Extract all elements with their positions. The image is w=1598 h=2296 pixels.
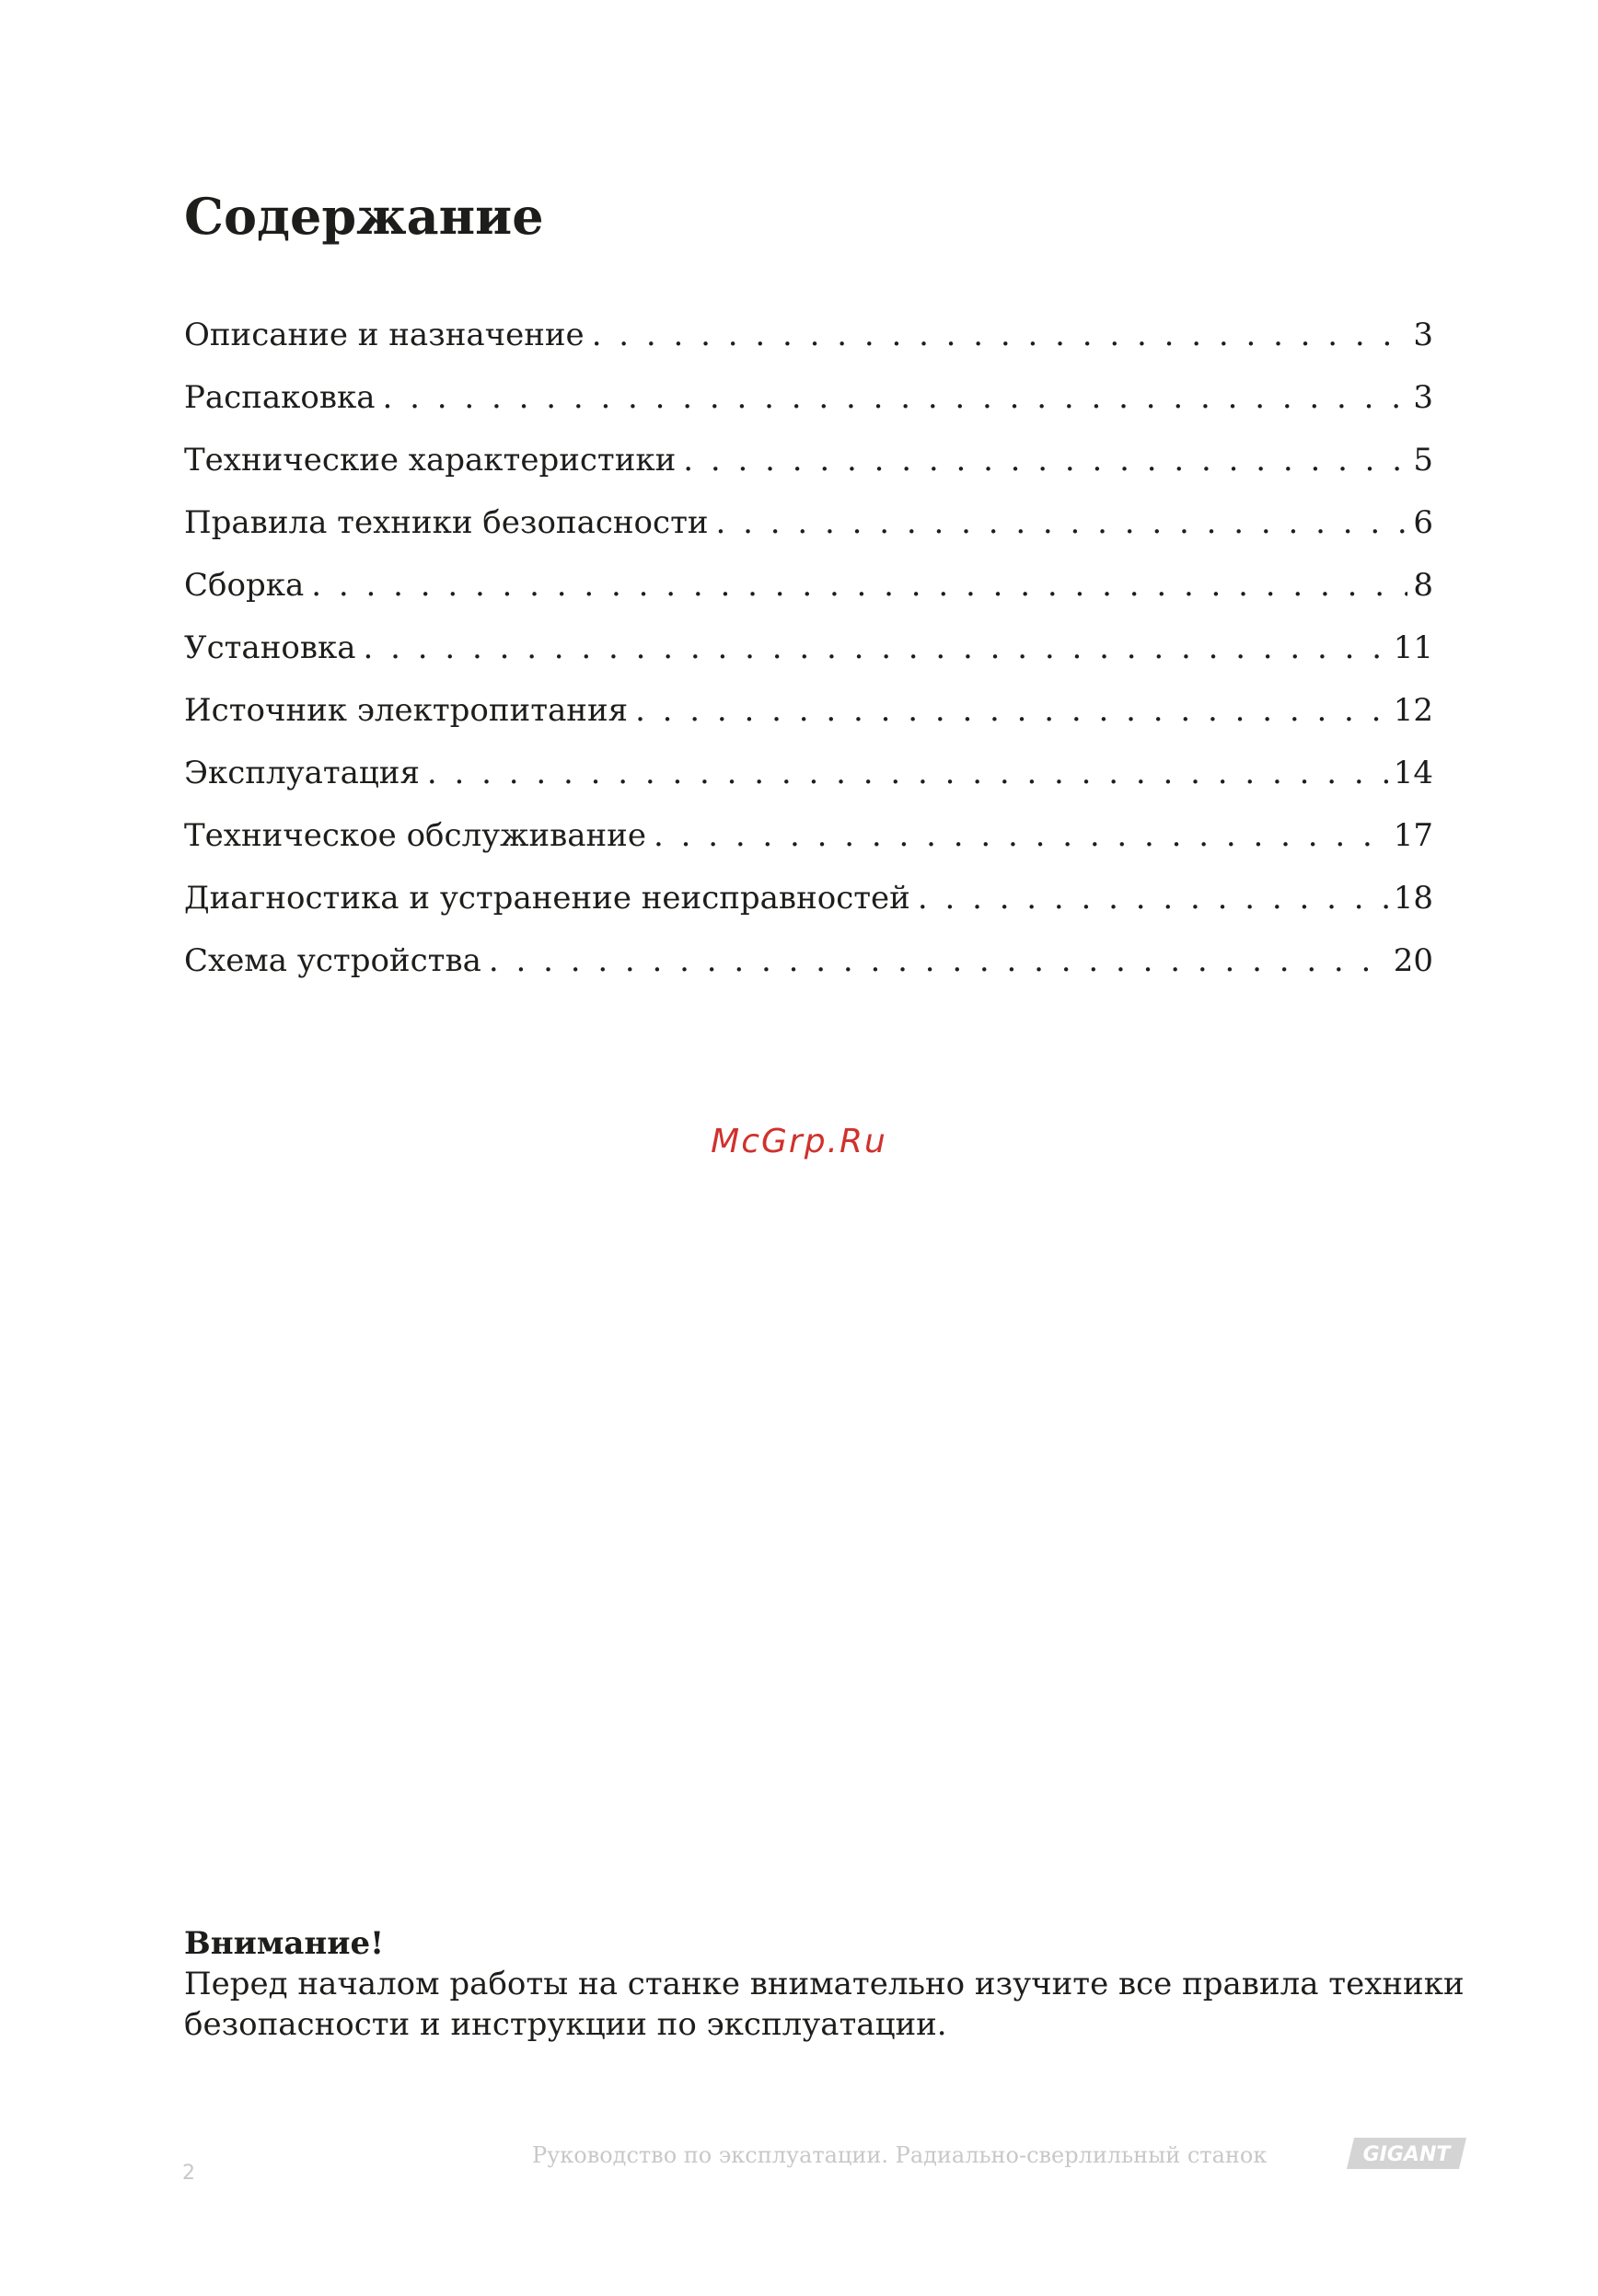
toc-entry-installation[interactable]	[184, 617, 1433, 679]
attention-message: Перед началом работы на станке внимательно изучите все правила техники безопасности и инструкции по эксплуатации.	[184, 1966, 1465, 2043]
toc-dot-leader	[489, 929, 1388, 992]
toc-entry-power-supply[interactable]	[184, 679, 1433, 742]
toc-entry-page: 3	[1413, 317, 1433, 353]
toc-entry-label: Схема устройства	[184, 942, 481, 979]
table-of-contents	[184, 304, 1433, 992]
watermark-text: McGrp.Ru	[711, 1123, 887, 1160]
brand-logo-text: GIGANT	[1362, 2143, 1451, 2166]
toc-dot-leader	[427, 742, 1388, 804]
toc-entry-label: Техническое обслуживание	[184, 817, 646, 854]
toc-entry-page: 8	[1413, 567, 1433, 604]
toc-dot-leader	[918, 867, 1388, 929]
toc-entry-unpacking[interactable]	[184, 366, 1433, 429]
toc-entry-safety-rules[interactable]	[184, 491, 1433, 554]
toc-entry-label: Установка	[184, 629, 356, 666]
toc-entry-page: 5	[1413, 442, 1433, 479]
toc-entry-page: 11	[1393, 629, 1433, 666]
footer-manual-title: Руководство по эксплуатации. Радиально-сверлильный станок	[532, 2142, 1268, 2168]
toc-entry-label: Источник электропитания	[184, 692, 629, 729]
toc-entry-label: Диагностика и устранение неисправностей	[184, 880, 910, 917]
toc-dot-leader	[716, 491, 1408, 554]
toc-entry-assembly[interactable]	[184, 554, 1433, 617]
toc-entry-label: Сборка	[184, 567, 305, 604]
toc-dot-leader	[383, 366, 1408, 429]
toc-entry-description[interactable]	[184, 304, 1433, 366]
toc-dot-leader	[635, 679, 1388, 742]
toc-entry-page: 6	[1413, 504, 1433, 541]
toc-entry-page: 14	[1393, 755, 1433, 791]
toc-entry-troubleshooting[interactable]	[184, 867, 1433, 929]
toc-entry-maintenance[interactable]	[184, 804, 1433, 867]
page-title: Содержание	[184, 187, 544, 246]
toc-entry-device-diagram[interactable]	[184, 929, 1433, 992]
toc-dot-leader	[654, 804, 1388, 867]
toc-dot-leader	[592, 304, 1408, 366]
toc-entry-specifications[interactable]	[184, 429, 1433, 491]
toc-entry-page: 20	[1393, 942, 1433, 979]
toc-entry-label: Правила техники безопасности	[184, 504, 709, 541]
gigant-logo-icon	[1347, 2136, 1466, 2171]
toc-entry-page: 17	[1393, 817, 1433, 854]
toc-dot-leader	[311, 554, 1407, 617]
toc-entry-label: Распаковка	[184, 379, 376, 416]
toc-entry-page: 18	[1393, 880, 1433, 917]
toc-entry-label: Эксплуатация	[184, 755, 420, 791]
toc-dot-leader	[683, 429, 1407, 491]
toc-entry-page: 3	[1413, 379, 1433, 416]
toc-entry-label: Описание и назначение	[184, 317, 585, 353]
toc-entry-operation[interactable]	[184, 742, 1433, 804]
toc-entry-label: Технические характеристики	[184, 442, 677, 479]
attention-heading: Внимание!	[184, 1925, 385, 1962]
toc-entry-page: 12	[1393, 692, 1433, 729]
footer-page-number: 2	[182, 2162, 195, 2185]
toc-dot-leader	[364, 617, 1388, 679]
